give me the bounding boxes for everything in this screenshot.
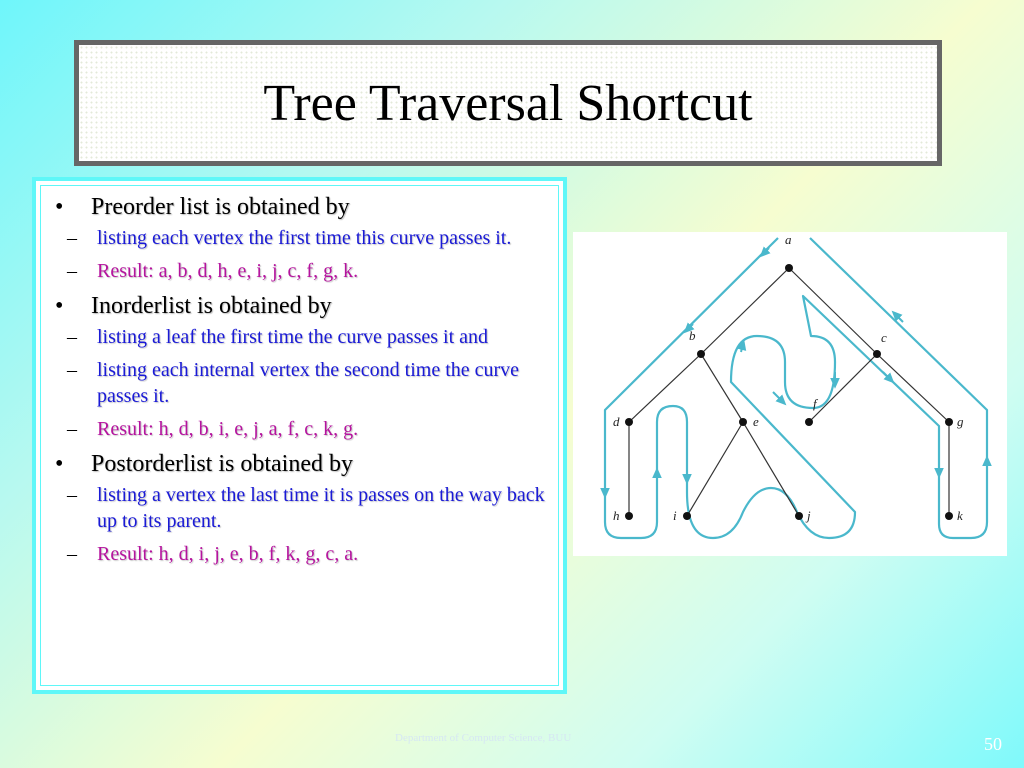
bullet-text: Preorder list is obtained by — [91, 194, 350, 220]
content-box — [32, 177, 567, 694]
result-text: Result: h, d, i, j, e, b, f, k, g, c, a. — [97, 543, 359, 565]
dash-icon: – — [67, 418, 77, 440]
node-label-j: j — [807, 508, 811, 523]
node-e — [739, 418, 747, 426]
node-h — [625, 512, 633, 520]
node-label-a: a — [785, 232, 792, 247]
sub-item — [53, 324, 551, 350]
content-inner-border — [40, 185, 559, 686]
node-j — [795, 512, 803, 520]
edge-e-i — [687, 422, 743, 516]
bullet-item-preorder — [51, 192, 551, 284]
sub-list — [67, 324, 551, 442]
edge-e-j — [743, 422, 799, 516]
sub-item-result — [53, 258, 551, 284]
node-label-b: b — [689, 328, 696, 343]
footer-department: Department of Computer Science, BUU — [395, 732, 572, 744]
node-g — [945, 418, 953, 426]
slide-title: Tree Traversal Shortcut — [263, 74, 753, 132]
sub-text: listing each vertex the first time this curve passes it. — [97, 227, 512, 249]
node-label-i: i — [673, 508, 677, 523]
node-c — [873, 350, 881, 358]
sub-item — [53, 482, 551, 534]
node-a — [785, 264, 793, 272]
sub-item-result — [53, 541, 551, 567]
node-k — [945, 512, 953, 520]
sub-item — [53, 357, 551, 409]
edge-c-g — [877, 354, 949, 422]
tree-diagram-panel — [573, 232, 1007, 556]
bullet-text: Postorderlist is obtained by — [91, 451, 353, 477]
dash-icon: – — [67, 359, 77, 381]
bullet-text: Inorderlist is obtained by — [91, 293, 332, 319]
node-b — [697, 350, 705, 358]
node-label-f: f — [813, 396, 817, 411]
sub-list — [67, 225, 551, 284]
sub-item-result — [53, 416, 551, 442]
sub-text: listing a vertex the last time it is passes on the way back up to its parent. — [97, 484, 545, 532]
bullet-icon: • — [55, 451, 64, 477]
bullet-icon: • — [55, 293, 64, 319]
bullet-list — [51, 192, 551, 574]
node-label-k: k — [957, 508, 963, 523]
node-labels — [613, 232, 964, 523]
tree-edges — [629, 268, 949, 516]
curve-arrow — [741, 344, 743, 352]
sub-item — [53, 225, 551, 251]
dash-icon: – — [67, 484, 77, 506]
sub-list — [67, 482, 551, 567]
node-d — [625, 418, 633, 426]
result-text: Result: h, d, b, i, e, j, a, f, c, k, g. — [97, 418, 359, 440]
bullet-item-inorder — [51, 291, 551, 442]
bullet-icon: • — [55, 194, 64, 220]
dash-icon: – — [67, 260, 77, 282]
edge-c-f — [809, 354, 877, 422]
dash-icon: – — [67, 543, 77, 565]
curve-arrow — [883, 372, 891, 380]
dash-icon: – — [67, 326, 77, 348]
node-label-g: g — [957, 414, 964, 429]
result-text: Result: a, b, d, h, e, i, j, c, f, g, k. — [97, 260, 359, 282]
node-label-d: d — [613, 414, 620, 429]
edge-a-c — [789, 268, 877, 354]
edge-b-d — [629, 354, 701, 422]
curve-arrow — [773, 392, 783, 402]
title-box — [74, 40, 942, 166]
sub-text: listing a leaf the first time the curve passes it and — [97, 326, 488, 348]
bullet-item-postorder — [51, 449, 551, 567]
dash-icon: – — [67, 227, 77, 249]
tree-diagram — [573, 232, 1007, 556]
node-label-h: h — [613, 508, 620, 523]
traversal-curve — [605, 238, 987, 538]
node-label-e: e — [753, 414, 759, 429]
node-f — [805, 418, 813, 426]
node-i — [683, 512, 691, 520]
node-label-c: c — [881, 330, 887, 345]
page-number: 50 — [984, 734, 1002, 754]
sub-text: listing each internal vertex the second time the curve passes it. — [97, 359, 520, 407]
